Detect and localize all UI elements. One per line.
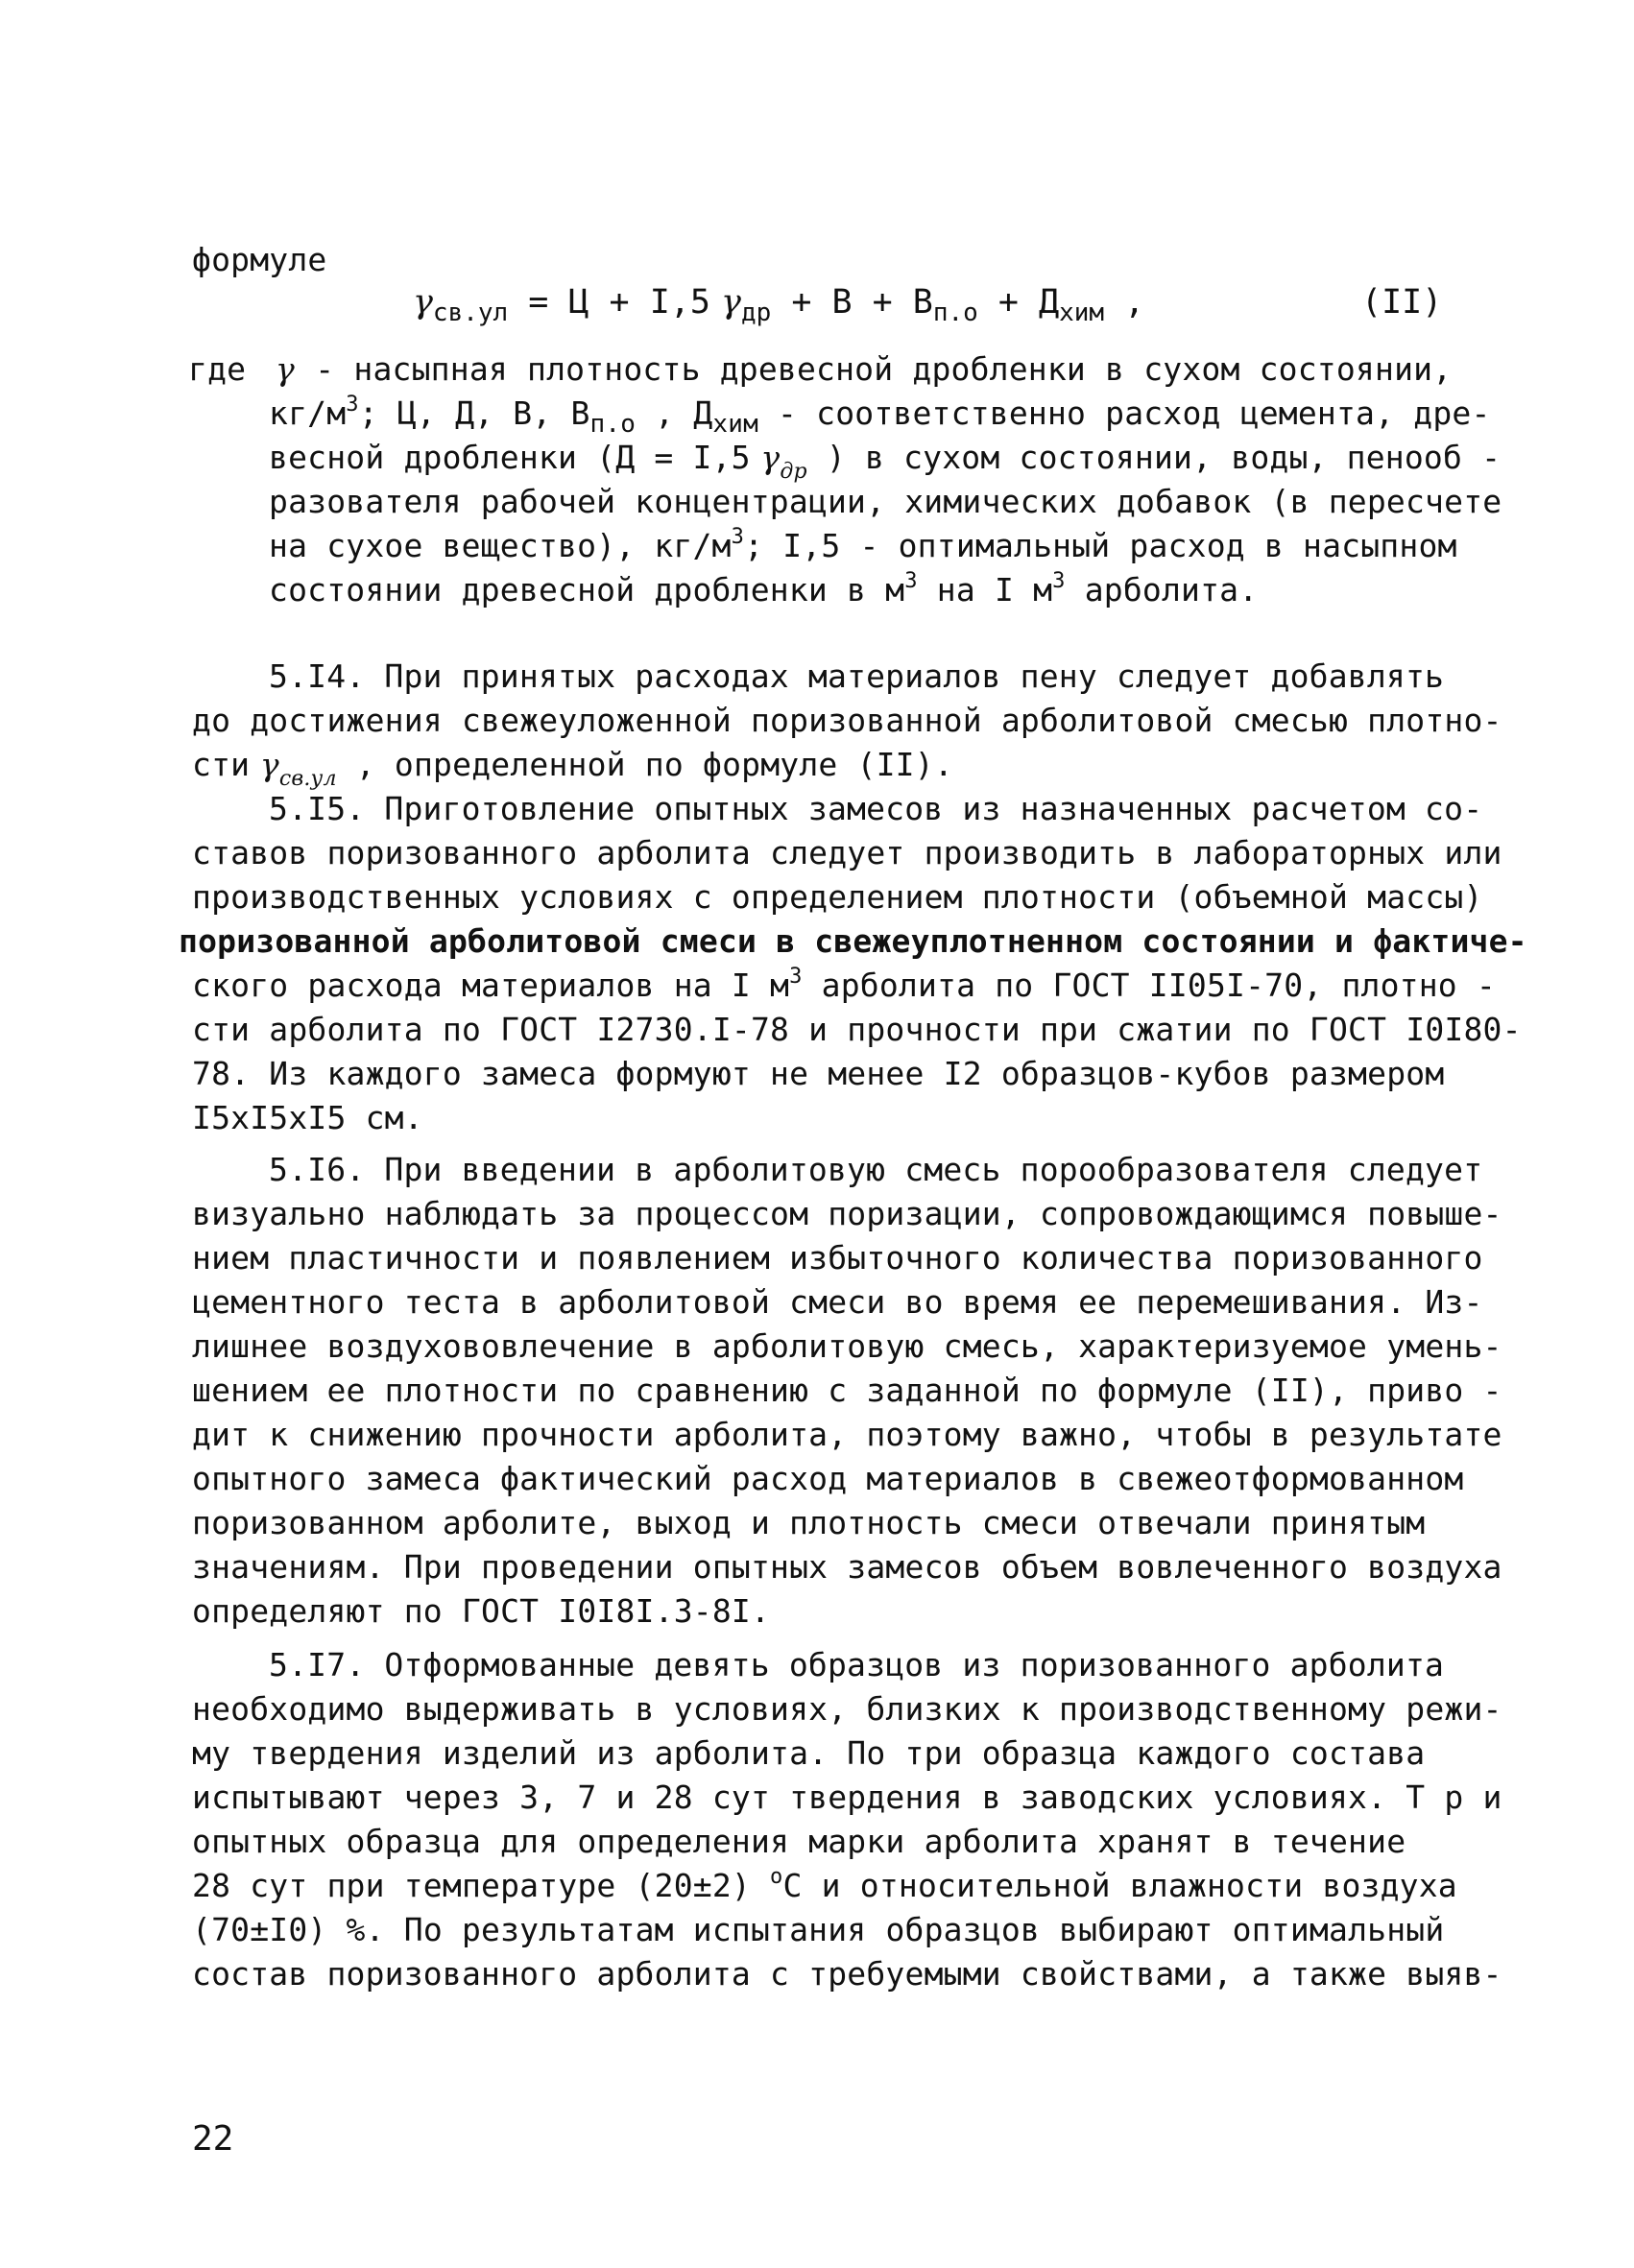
superscript: 3: [904, 569, 918, 593]
equation-number: (II): [1361, 283, 1443, 322]
paragraph-5-15-line: производственных условиях с определением плотности (объемной массы): [192, 878, 1483, 916]
paragraph-5-16-line: нием пластичности и появлением избыточного количества поризованного: [192, 1239, 1483, 1277]
definition-line-6: [269, 568, 1459, 612]
superscript: 3: [789, 965, 803, 989]
plus-minus-sign: ±: [692, 1867, 712, 1904]
paragraph-5-15-line: 78. Из каждого замеса формуют не менее I2 образцов-кубов размером: [192, 1055, 1445, 1092]
paragraph-text: С и относительной влажности воздуха: [782, 1867, 1457, 1904]
paragraph-5-15-line: поризованной арболитовой смеси в свежеуплотненном состоянии и фактиче-: [179, 922, 1527, 960]
formula-11: [413, 278, 1144, 326]
paragraph-5-14-line: [192, 743, 1459, 791]
definition-text: на I м: [917, 571, 1053, 609]
formula-additive-term: + Д: [977, 283, 1060, 322]
formula-lhs-sub: св.ул: [432, 298, 509, 327]
paragraph-text: ского расхода материалов на I м: [192, 967, 790, 1004]
paragraph-text: I0) %. По результатам испытания образцов выбирают оптимальный: [269, 1911, 1445, 1948]
subscript: др: [780, 460, 807, 484]
paragraph-5-17-line: опытных образца для определения марки арболита хранят в течение: [192, 1823, 1406, 1860]
paragraph-text: (70: [192, 1911, 251, 1948]
definition-text: , Д: [636, 394, 713, 432]
formula-tail: ,: [1104, 283, 1145, 322]
paragraph-5-15-line: ставов поризованного арболита следует производить в лабораторных или: [192, 834, 1502, 871]
superscript: 3: [346, 393, 359, 417]
paragraph-5-17-line: [192, 1908, 1459, 1952]
paragraph-text: арболита по ГОСТ II05I-70, плотно -: [802, 967, 1496, 1004]
paragraph-5-16-line: шением ее плотности по сравнению с заданной по формуле (II), приво -: [192, 1372, 1502, 1409]
degree-sign: o: [770, 1865, 783, 1889]
plus-minus-sign: ±: [250, 1911, 270, 1948]
superscript: 3: [1052, 569, 1066, 593]
formula-gamma-sub: др: [740, 298, 772, 327]
paragraph-5-17-line: му твердения изделий из арболита. По три образца каждого состава: [192, 1734, 1426, 1772]
paragraph-5-17-line: 5.I7. Отформованные девять образцов из поризованного арболита: [269, 1646, 1445, 1683]
formula-bpo-sub: п.о: [932, 298, 978, 327]
paragraph-5-17-line: испытывают через 3, 7 и 28 сут твердения в заводских условиях. Т р и: [192, 1779, 1502, 1816]
paragraph-5-16-line: определяют по ГОСТ I0I8I.3-8I.: [192, 1592, 771, 1630]
paragraph-5-14-line: до достижения свежеуложенной поризованной арболитовой смесью плотно-: [192, 702, 1502, 739]
paragraph-5-15-line: I5xI5xI5 см.: [192, 1099, 423, 1136]
subscript: св.ул: [278, 767, 337, 791]
paragraph-text: , определенной по формуле (II).: [336, 746, 953, 783]
superscript: 3: [731, 525, 745, 549]
gamma-symbol: γ: [250, 746, 279, 783]
gamma-symbol: γ: [750, 439, 781, 476]
definition-where: где: [188, 350, 247, 388]
gamma-symbol: γ: [265, 350, 316, 388]
definition-line-4: разователя рабочей концентрации, химических добавок (в пересчете: [269, 483, 1502, 520]
paragraph-5-16-line: дит к снижению прочности арболита, поэтому важно, чтобы в результате: [192, 1416, 1502, 1453]
definition-line-2: [269, 392, 1491, 439]
paragraph-5-15-line: 5.I5. Приготовление опытных замесов из назначенных расчетом со-: [269, 790, 1483, 827]
formula-cement-term: = Ц + I,5: [508, 283, 710, 322]
paragraph-5-16-line: поризованном арболите, выход и плотность смеси отвечали принятым: [192, 1504, 1426, 1541]
gamma-symbol: γ: [709, 283, 741, 322]
definition-line-5: [269, 524, 1459, 568]
definition-text: арболита.: [1065, 571, 1259, 609]
definition-text: кг/м: [269, 394, 347, 432]
paragraph-text: 2): [711, 1867, 771, 1904]
definition-line-1: [188, 347, 1455, 392]
paragraph-text: сти: [192, 746, 251, 783]
paragraph-5-16-line: визуально наблюдать за процессом поризации, сопровождающимся повыше-: [192, 1195, 1502, 1232]
paragraph-5-17-line: [192, 1864, 1459, 1908]
paragraph-5-16-line: опытного замеса фактический расход материалов в свежеотформованном: [192, 1460, 1464, 1497]
definition-text: - насыпная плотность древесной дробленки в сухом состоянии,: [315, 350, 1453, 388]
paragraph-5-16-line: значениям. При проведении опытных замесов объем вовлеченного воздуха: [192, 1548, 1502, 1586]
paragraph-5-17-line: состав поризованного арболита с требуемыми свойствами, а также выяв-: [192, 1955, 1502, 1993]
paragraph-5-15-line: [192, 964, 1496, 1008]
definition-text: ; I,5 - оптимальный расход в насыпном: [744, 527, 1457, 564]
gamma-symbol: γ: [413, 283, 433, 322]
page-number: 22: [192, 2119, 234, 2159]
subscript: хим: [712, 410, 758, 439]
definition-text: на сухое вещество), кг/м: [269, 527, 732, 564]
paragraph-5-15-line: сти арболита по ГОСТ I2730.I-78 и прочности при сжатии по ГОСТ I0I80-: [192, 1011, 1522, 1048]
formula-dkhim-sub: хим: [1059, 298, 1105, 327]
intro-word: формуле: [192, 241, 327, 278]
definition-text: - соответственно расход цемента, дре-: [757, 394, 1491, 432]
definition-text: состоянии древесной дробленки в м: [269, 571, 905, 609]
paragraph-5-16-line: цементного теста в арболитовой смеси во время ее перемешивания. Из-: [192, 1283, 1483, 1321]
definition-text: ; Ц, Д, В, В: [358, 394, 590, 432]
paragraph-5-17-line: необходимо выдерживать в условиях, близких к производственному режи-: [192, 1690, 1502, 1728]
paragraph-text: 28 сут при температуре (20: [192, 1867, 693, 1904]
definition-line-3: [269, 436, 1502, 484]
formula-water-term: + В + В: [771, 283, 933, 322]
subscript: п.о: [589, 410, 637, 439]
definition-text: ) в сухом состоянии, воды, пенооб -: [806, 439, 1502, 476]
paragraph-5-16-line: лишнее воздухововлечение в арболитовую смесь, характеризуемое умень-: [192, 1327, 1502, 1365]
definition-text: весной дробленки (Д = I,5: [269, 439, 751, 476]
paragraph-5-16-line: 5.I6. При введении в арболитовую смесь порообразователя следует: [269, 1151, 1483, 1188]
paragraph-5-14-line: 5.I4. При принятых расходах материалов пену следует добавлять: [269, 657, 1445, 695]
